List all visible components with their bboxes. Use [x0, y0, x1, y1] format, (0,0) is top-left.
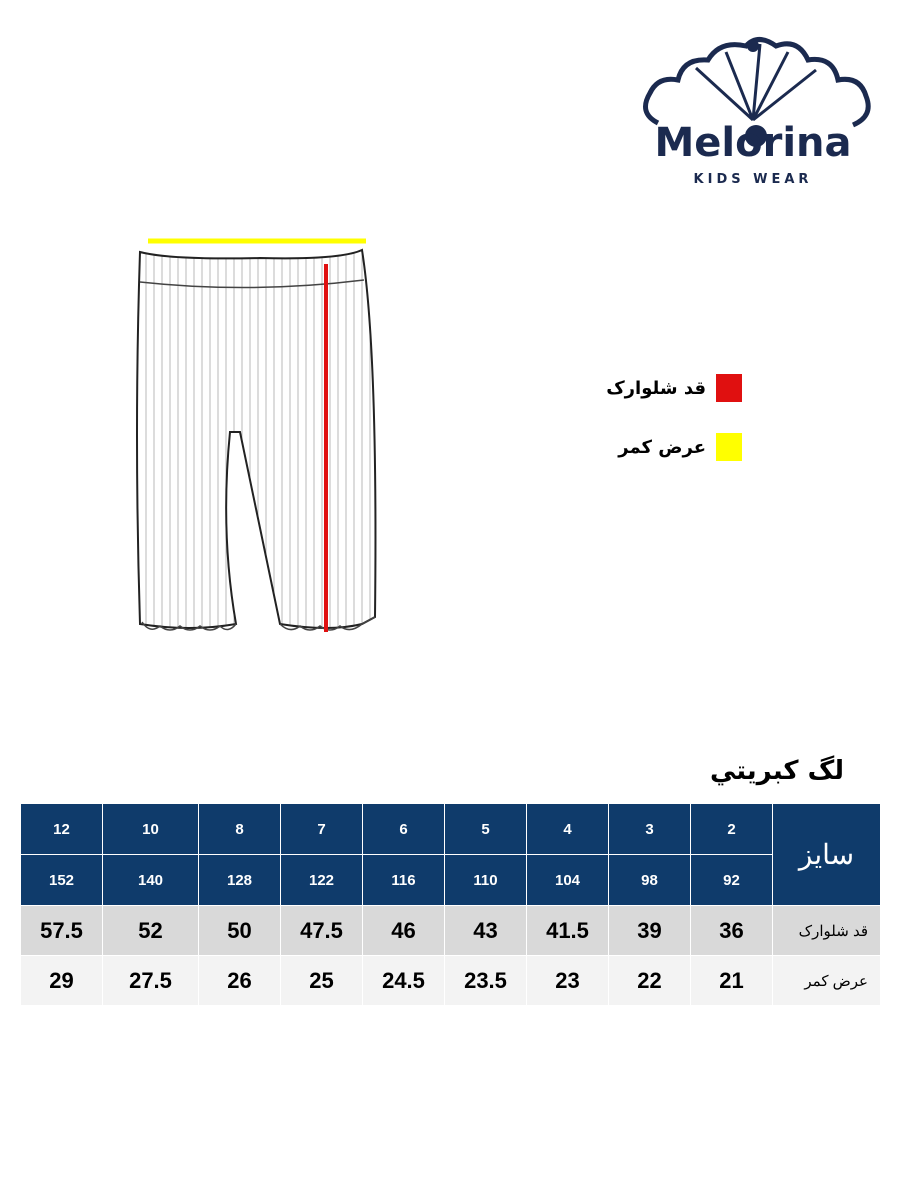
legend-length-swatch — [716, 374, 742, 402]
legend-waist-swatch — [716, 433, 742, 461]
leggings-icon — [130, 232, 390, 642]
size-cell: 6 — [363, 804, 445, 855]
legend-length-label: قد شلوارک — [606, 377, 706, 399]
row-label-waist: عرض کمر — [773, 956, 881, 1006]
height-cell: 152 — [21, 855, 103, 906]
waist-cell: 25 — [281, 956, 363, 1006]
size-cell: 3 — [609, 804, 691, 855]
brand-tagline: KIDS WEAR — [693, 172, 813, 187]
height-cell: 140 — [103, 855, 199, 906]
brand-name: Melorina — [654, 120, 852, 166]
length-cell: 50 — [199, 906, 281, 956]
table-row-waist — [21, 956, 881, 1006]
length-cell: 36 — [691, 906, 773, 956]
length-cell: 57.5 — [21, 906, 103, 956]
waist-cell: 21 — [691, 956, 773, 1006]
height-row — [21, 855, 881, 906]
size-header-label: سایز — [773, 804, 881, 906]
leggings-illustration — [130, 232, 390, 642]
height-cell: 110 — [445, 855, 527, 906]
length-cell: 41.5 — [527, 906, 609, 956]
size-cell: 5 — [445, 804, 527, 855]
table-row-length — [21, 906, 881, 956]
length-cell: 39 — [609, 906, 691, 956]
size-chart-title: لگ كبريتي — [709, 756, 844, 786]
size-cell: 4 — [527, 804, 609, 855]
size-cell: 2 — [691, 804, 773, 855]
height-cell: 104 — [527, 855, 609, 906]
size-cell: 8 — [199, 804, 281, 855]
row-label-length: قد شلوارک — [773, 906, 881, 956]
length-cell: 43 — [445, 906, 527, 956]
waist-cell: 23 — [527, 956, 609, 1006]
waist-cell: 22 — [609, 956, 691, 1006]
size-table — [20, 803, 881, 1006]
brand-logo — [628, 28, 878, 198]
size-cell: 10 — [103, 804, 199, 855]
height-cell: 128 — [199, 855, 281, 906]
size-cell: 12 — [21, 804, 103, 855]
size-row — [21, 804, 881, 855]
waist-cell: 26 — [199, 956, 281, 1006]
length-cell: 46 — [363, 906, 445, 956]
height-cell: 92 — [691, 855, 773, 906]
waist-cell: 23.5 — [445, 956, 527, 1006]
length-cell: 52 — [103, 906, 199, 956]
legend-waist-label: عرض کمر — [618, 436, 706, 458]
height-cell: 116 — [363, 855, 445, 906]
height-cell: 122 — [281, 855, 363, 906]
legend-waist — [618, 433, 742, 461]
waist-cell: 24.5 — [363, 956, 445, 1006]
height-cell: 98 — [609, 855, 691, 906]
waist-cell: 29 — [21, 956, 103, 1006]
length-cell: 47.5 — [281, 906, 363, 956]
size-cell: 7 — [281, 804, 363, 855]
legend-length — [606, 374, 742, 402]
waist-cell: 27.5 — [103, 956, 199, 1006]
